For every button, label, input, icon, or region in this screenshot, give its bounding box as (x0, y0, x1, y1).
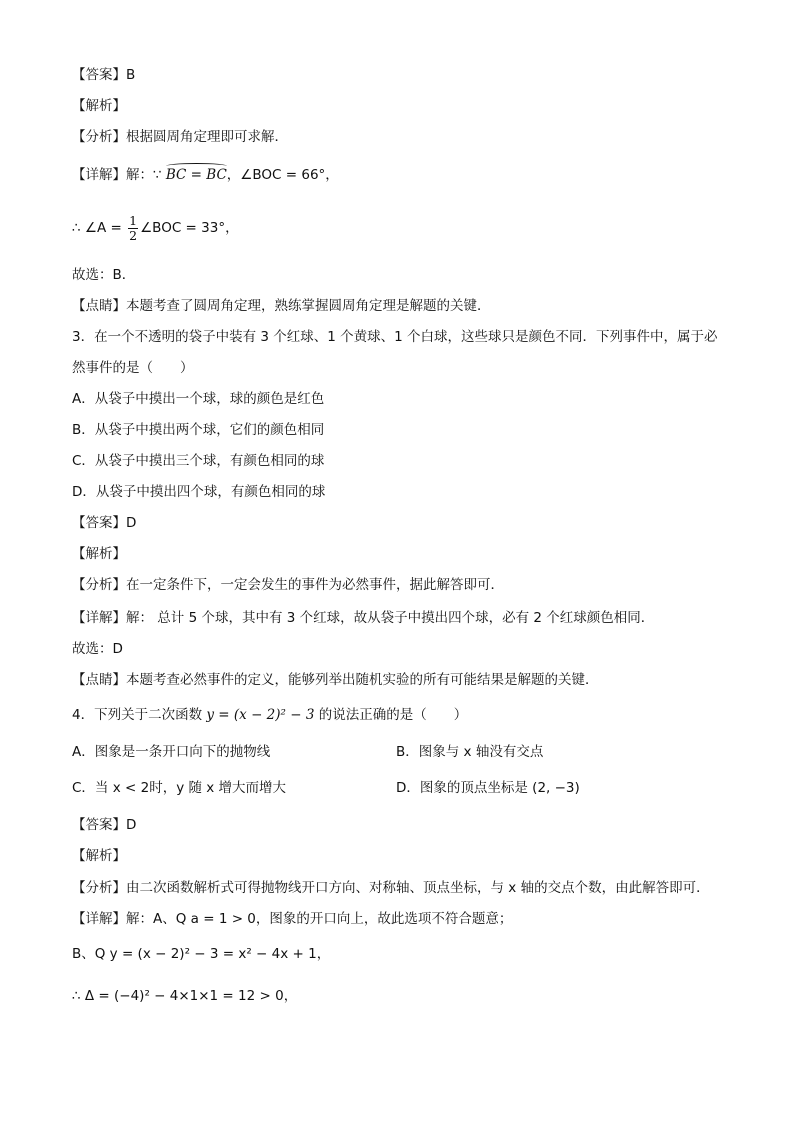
q4-fenxi: 【分析】由二次函数解析式可得抛物线开口方向、对称轴、顶点坐标，与 x 轴的交点个数，由此解答即可． (72, 880, 710, 896)
q4-stem (72, 706, 467, 724)
q2-detail-suffix: ，∠BOC = 66°， (226, 167, 339, 183)
q4-stem-math: y = (x − 2)² − 3 (206, 707, 315, 723)
q3-comment: 【点睛】本题考查必然事件的定义，能够列举出随机实验的所有可能结果是解题的关键． (72, 672, 599, 688)
q2-choice: 故选：B． (72, 267, 136, 283)
q2-detail-prefix: 【详解】解：∵ (72, 167, 166, 183)
q4-option-a: A．图象是一条开口向下的抛物线 (72, 744, 271, 760)
q3-option-d: D．从袋子中摸出四个球，有颜色相同的球 (72, 484, 326, 500)
q2-detail (72, 166, 339, 184)
q2-step-suffix: ∠BOC = 33°， (140, 220, 239, 236)
q2-step (72, 212, 239, 244)
q4-stem-prefix: 4．下列关于二次函数 (72, 707, 207, 723)
q3-stem-line2: 然事件的是（ ） (72, 360, 194, 376)
q3-stem-line1: 3．在一个不透明的袋子中装有 3 个红球、1 个黄球、1 个白球，这些球只是颜色不同．下列事件中，属于必 (72, 329, 718, 345)
q3-choice: 故选：D (72, 641, 123, 657)
q3-option-b: B．从袋子中摸出两个球，它们的颜色相同 (72, 422, 325, 438)
q2-step-prefix: ∴ ∠A = (72, 220, 127, 236)
q3-detail: 【详解】解： 总计 5 个球，其中有 3 个红球，故从袋子中摸出四个球，必有 2 个红球颜色相同． (72, 610, 655, 626)
q2-fraction (128, 214, 138, 243)
q4-stem-suffix: 的说法正确的是（ ） (314, 707, 468, 723)
q4-answer: 【答案】D (72, 817, 137, 833)
q3-analysis-heading: 【解析】 (72, 546, 126, 562)
q2-detail-math: BC = BC (165, 167, 227, 183)
q4-detail: 【详解】解：A、Q a = 1 > 0，图象的开口向上，故此选项不符合题意； (72, 911, 513, 927)
q2-frac-den: 2 (129, 227, 138, 243)
q2-frac-num: 1 (129, 212, 138, 228)
q3-fenxi: 【分析】在一定条件下，一定会发生的事件为必然事件，据此解答即可． (72, 577, 504, 593)
q3-option-a: A．从袋子中摸出一个球，球的颜色是红色 (72, 391, 325, 407)
q2-analysis-heading: 【解析】 (72, 98, 126, 114)
q4-option-c: C．当 x < 2时，y 随 x 增大而增大 (72, 780, 287, 796)
q2-answer: 【答案】B (72, 67, 136, 83)
q4-analysis-heading: 【解析】 (72, 848, 126, 864)
q4-option-b: B．图象与 x 轴没有交点 (396, 744, 544, 760)
q4-b-line: B、Q y = (x − 2)² − 3 = x² − 4x + 1， (72, 946, 331, 962)
q3-option-c: C．从袋子中摸出三个球，有颜色相同的球 (72, 453, 325, 469)
q4-delta-line: ∴ Δ = (−4)² − 4×1×1 = 12 > 0， (72, 988, 298, 1004)
q2-fenxi: 【分析】根据圆周角定理即可求解． (72, 129, 288, 145)
q2-comment: 【点睛】本题考查了圆周角定理，熟练掌握圆周角定理是解题的关键． (72, 298, 491, 314)
q3-answer: 【答案】D (72, 515, 137, 531)
q4-option-d: D．图象的顶点坐标是 (2, −3) (396, 780, 580, 796)
